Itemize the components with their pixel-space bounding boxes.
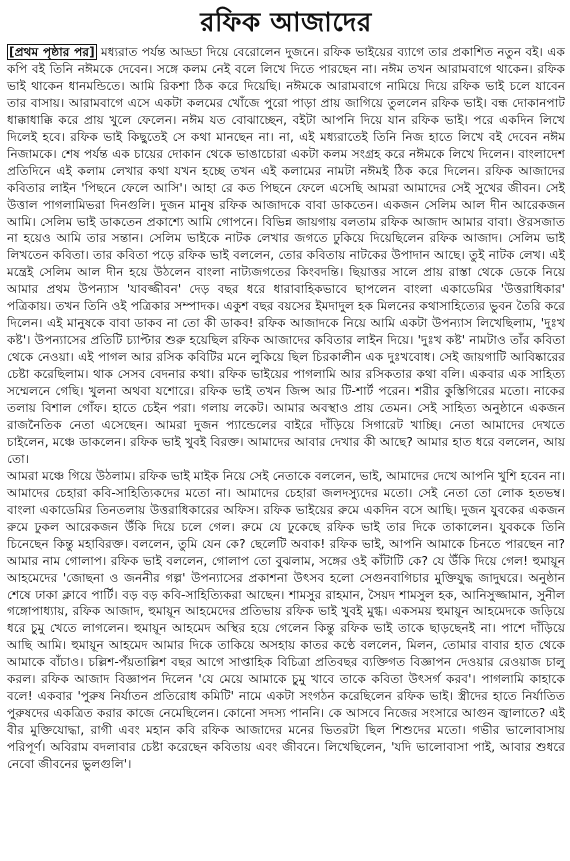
paragraph-1-text: মধ্যরাত পর্যন্ত আড্ডা দিয়ে বেরোলেন দুজনে। রফিক ভাইয়ের ব্যাগে তার প্রকাশিত নতুন বই। এক কপি বই তিনি নঈমকে দেবেন। সঙ্গে কলম নেই বলে লিখে দিতে পারছেন না। নঈম তখন আরামবাগে থাকেন। রফিক ভাই থাকেন ধানমন্ডিতে। আমি রিকশা ঠিক করে দিয়েছি। নঈমকে আরামবাগে নামিয়ে দিয়ে রফিক ভাই চলে যাবেন তার বাসায়। আরামবাগে এসে একটা কলমের খোঁজে পুরো পাড়া প্রায় জাগিয়ে তুললেন রফিক ভাই। বন্ধ দোকানপাট ধাক্কাধাক্কি করে প্রায় খুলে ফেলেন। নঈম যত বোঝাচ্ছেন, বইটা আপনি দিয়ে যান রফিক ভাই। পরে একদিন লিখে দিলেই হবে। রফিক ভাই কিছুতেই সে কথা মানছেন না। না, এই মধ্যরাতেই তিনি নিজ হাতে লিখে বই দেবেন নঈম নিজামকে। শেষ পর্যন্ত এক চায়ের দোকান থেকে ভাঙাচোরা একটা কলম সংগ্রহ করে নঈমকে লিখে দিলেন। বাংলাদেশ প্রতিদিনে এই কলাম লেখার কথা যখন হচ্ছে তখন এই কলামের নামটা নঈমই ঠিক করে দিলেন। রফিক আজাদের কবিতার লাইন 'পিছনে ফেলে আসি'। আহা রে কত পিছনে ফেলে এসেছি আমরা আমাদের সেই সুখের জীবন। সেই উত্তাল পাগলামিভরা দিনগুলি। দুজন মানুষ রফিক আজাদকে বাবা ডাকতেন। একজন সেলিম আল দীন আরেকজন আমি। সেলিম ভাই ডাকতেন প্রকাশ্যে আমি গোপনে। বিভিন্ন জায়গায় বলতাম রফিক আজাদ আমার বাবা। ঔরসজাত না হয়েও আমি তার সন্তান। সেলিম ভাইকে নাটক লেখার জগতে ঢুকিয়ে দিয়েছিলেন রফিক আজাদ। সেলিম ভাই লিখতেন কবিতা। তার কবিতা পড়ে রফিক ভাই বললেন, তোর কবিতায় নাটকের উপাদান আছে। তুই নাটক লেখ। এই মন্ত্রেই সেলিম আল দীন হয়ে উঠলেন বাংলা নাট্যজগতের কিংবদন্তি। ছিয়াত্তর সালে প্রায় রাস্তা থেকে ডেকে নিয়ে আমার প্রথম উপন্যাস 'যাবজ্জীবন' দেড় বছর ধরে ধারাবাহিকভাবে ছাপলেন বাংলা একাডেমির 'উত্তরাধিকার' পত্রিকায়। তখন তিনি ওই পত্রিকার সম্পাদক। একুশ বছর বয়সের ইমদাদুল হক মিলনের কথাসাহিত্যের ভুবন তৈরি করে দিলেন। এই মানুষকে বাবা ডাকব না তো কী ডাকব! রফিক আজাদকে নিয়ে আমি একটা উপন্যাস লিখেছিলাম, 'দুঃখ কষ্ট'। উপন্যাসের প্রতিটি চ্যাপ্টার শুরু হয়েছিল রফিক আজাদের কবিতার লাইন দিয়ে। 'দুঃখ কষ্ট' নামটাও তাঁর কবিতা থেকে নেওয়া। এই পাগল আর রসিক কবিটির মনে লুকিয়ে ছিল চিরকালীন এক দুঃখবোধ। সেই জায়গাটি আবিষ্কারের চেষ্টা করেছিলাম। থাক সেসব বেদনার কথা। রফিক ভাইয়ের পাগলামি আর রসিকতার কথা বলি। একবার এক সাহিত্য সম্মেলনে গেছি। খুলনা অথবা যশোরে। রফিক ভাই তখন জিন্স আর টি-শার্ট পরেন। শরীর কুস্তিগিরের মতো। নাকের তলায় বিশাল গোঁফ। হাতে চেইন পরা। গলায় লকেট। আমার অবস্থাও প্রায় তেমন। সেই সাহিত্য অনুষ্ঠানে একজন রাজনৈতিক নেতা এসেছেন। আমরা দুজন প্যান্ডেলের বাইরে দাঁড়িয়ে সিগারেট খাচ্ছি। নেতা আমাদের দেখতে চাইলেন, মঞ্চে ডাকলেন। রফিক ভাই খুবই বিরক্ত। আমাদের আবার দেখার কী আছে? আমার হাত ধরে বললেন, আয় তো।	[7, 45, 565, 466]
headline: রফিক আজাদের	[200, 8, 372, 38]
continued-label: [প্রথম পৃষ্ঠার পর]	[9, 45, 95, 59]
paragraph-1	[7, 44, 565, 468]
paragraph-2: আমরা মঞ্চে গিয়ে উঠলাম। রফিক ভাই মাইক নিয়ে সেই নেতাকে বললেন, ভাই, আমাদের দেখে আপনি খুশি হবেন না। আমাদের চেহারা কবি-সাহিত্যিকদের মতো না। আমাদের চেহারা জলদস্যুদের মতো। সেই নেতা তো লোক হতভম্ব। বাংলা একাডেমির তিনতলায় উত্তরাধিকারের অফিস। রফিক ভাইয়ের রুমে একদিন বসে আছি। দুজন যুবকের একজন রুমে ঢুকল আরেকজন উঁকি দিয়ে চলে গেল। রুমে যে ঢুকেছে রফিক ভাই তার দিকে তাকালেন। যুবককে তিনি চিনেছেন কিন্তু মহাবিরক্ত। বললেন, তুমি যেন কে? ছেলেটি অবাক! রফিক ভাই, আপনি আমাকে চিনতে পারছেন না? আমার নাম গোলাপ। রফিক ভাই বললেন, গোলাপ তো বুঝলাম, সঙ্গের ওই কাঁটাটি কে? যে উঁকি দিয়ে গেল! হুমায়ূন আহমেদের 'জোছনা ও জননীর গল্প' উপন্যাসের প্রকাশনা উৎসব হলো সেগুনবাগিচার মুক্তিযুদ্ধ জাদুঘরে। অনুষ্ঠান শেষে ঢাকা ক্লাবে পার্টি। বড় বড় কবি-সাহিত্যিকরা আছেন। শামসুর রাহমান, সৈয়দ শামসুল হক, আনিসুজ্জামান, সুনীল গঙ্গোপাধ্যায়, রফিক আজাদ, হুমায়ূন আহমেদের প্রতিভায় রফিক ভাই খুবই মুগ্ধ। একসময় হুমায়ূন আহমেদকে জড়িয়ে ধরে চুমু খেতে লাগলেন। হুমায়ূন আহমেদ অস্থির হয়ে গেলেন কিন্তু রফিক ভাই তাকে ছাড়ছেনই না। পাশে দাঁড়িয়ে আছি আমি। হুমায়ূন আহমেদ আমার দিকে তাকিয়ে অসহায় কাতর কণ্ঠে বললেন, মিলন, তোমার বাবার হাত থেকে আমাকে বাঁচাও। চল্লিশ-পঁয়তাল্লিশ বছর আগে সাপ্তাহিক বিচিত্রা প্রতিবছর ব্যক্তিগত বিজ্ঞাপন দেওয়ার রেওয়াজ চালু করল। রফিক আজাদ বিজ্ঞাপন দিলেন 'যে মেয়ে আমাকে চুমু খাবে তাকে কবিতা উৎসর্গ করব'। পাগলামি কাহাকে বলে! একবার 'পুরুষ নির্যাতন প্রতিরোধ কমিটি' নামে একটা সংগঠন করেছিলেন রফিক ভাই। স্ত্রীদের হাতে নির্যাতিত পুরুষদের একত্রিত করার কাজে নেমেছিলেন। কোনো সদস্য পাননি। কে আসবে নিজের সংসারে আগুন জ্বালাতে? এই বীর মুক্তিযোদ্ধা, রাগী এবং মহান কবি রফিক আজাদের মনের ভিতরটা ছিল শিশুদের মতো। গভীর ভালোবাসায় পরিপূর্ণ। অবিরাম বদলাবার চেষ্টা করেছেন কবিতায় এবং জীবনে। লিখেছিলেন, 'যদি ভালোবাসা পাই, আবার শুধরে নেবো জীবনের ভুলগুলি'।	[7, 468, 565, 772]
